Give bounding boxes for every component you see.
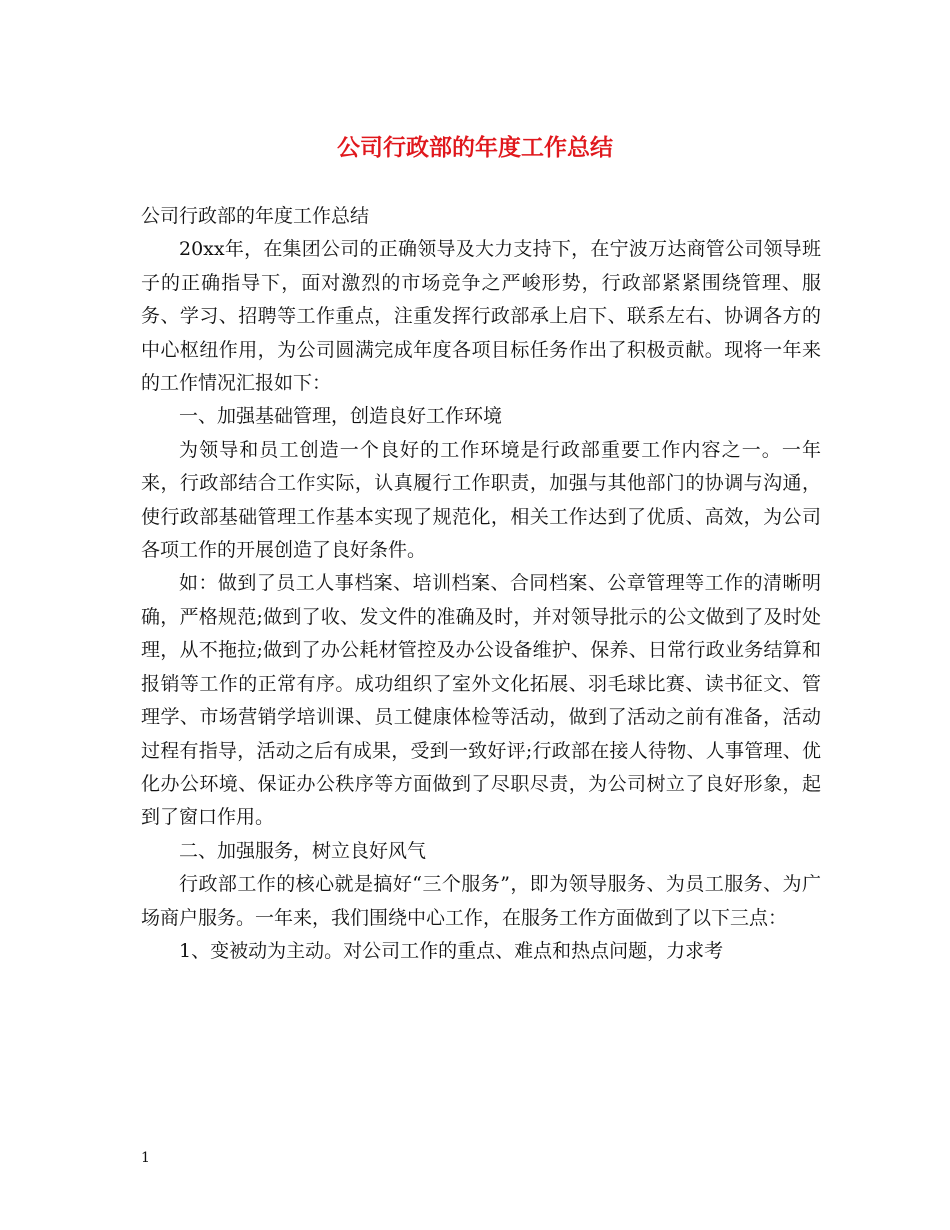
section-1-paragraph-2: 如：做到了员工人事档案、培训档案、合同档案、公章管理等工作的清晰明确，严格规范;做到了收、发文件的准确及时，并对领导批示的公文做到了及时处理，从不拖拉;做到了办公耗材管控及办公设备维护、保养、日常行政业务结算和报销等工作的正常有序。成功组织了室外文化拓展、羽毛球比赛、读书征文、管理学、市场营销学培训课、员工健康体检等活动，做到了活动之前有准备，活动过程有指导，活动之后有成果，受到一致好评;行政部在接人待物、人事管理、优化办公环境、保证办公秩序等方面做到了尽职尽责，为公司树立了良好形象，起到了窗口作用。 [141, 572, 821, 829]
section-heading-2: 二、加强服务，树立良好风气 [179, 839, 427, 862]
section-1-paragraph-1: 为领导和员工创造一个良好的工作环境是行政部重要工作内容之一。一年来，行政部结合工作实际，认真履行工作职责，加强与其他部门的协调与沟通，使行政部基础管理工作基本实现了规范化，相关工作达到了优质、高效，为公司各项工作的开展创造了良好条件。 [141, 438, 821, 562]
intro-paragraph: 20xx年，在集团公司的正确领导及大力支持下，在宁波万达商管公司领导班子的正确指导下，面对激烈的市场竞争之严峻形势，行政部紧紧围绕管理、服务、学习、招聘等工作重点，注重发挥行政部承上启下、联系左右、协调各方的中心枢纽作用，为公司圆满完成年度各项目标任务作出了积极贡献。现将一年来的工作情况汇报如下： [141, 238, 821, 395]
document-title: 公司行政部的年度工作总结 [337, 134, 613, 161]
page-number: 1 [141, 1150, 150, 1166]
section-heading-1: 一、加强基础管理，创造良好工作环境 [179, 405, 503, 428]
section-2-paragraph-1: 行政部工作的核心就是搞好“三个服务”，即为领导服务、为员工服务、为广场商户服务。一年来，我们围绕中心工作，在服务工作方面做到了以下三点： [141, 873, 821, 929]
section-2-item-1: 1、变被动为主动。对公司工作的重点、难点和热点问题，力求考 [179, 939, 724, 962]
document-subtitle-paragraph: 公司行政部的年度工作总结 [141, 205, 370, 227]
document-body [141, 200, 821, 968]
